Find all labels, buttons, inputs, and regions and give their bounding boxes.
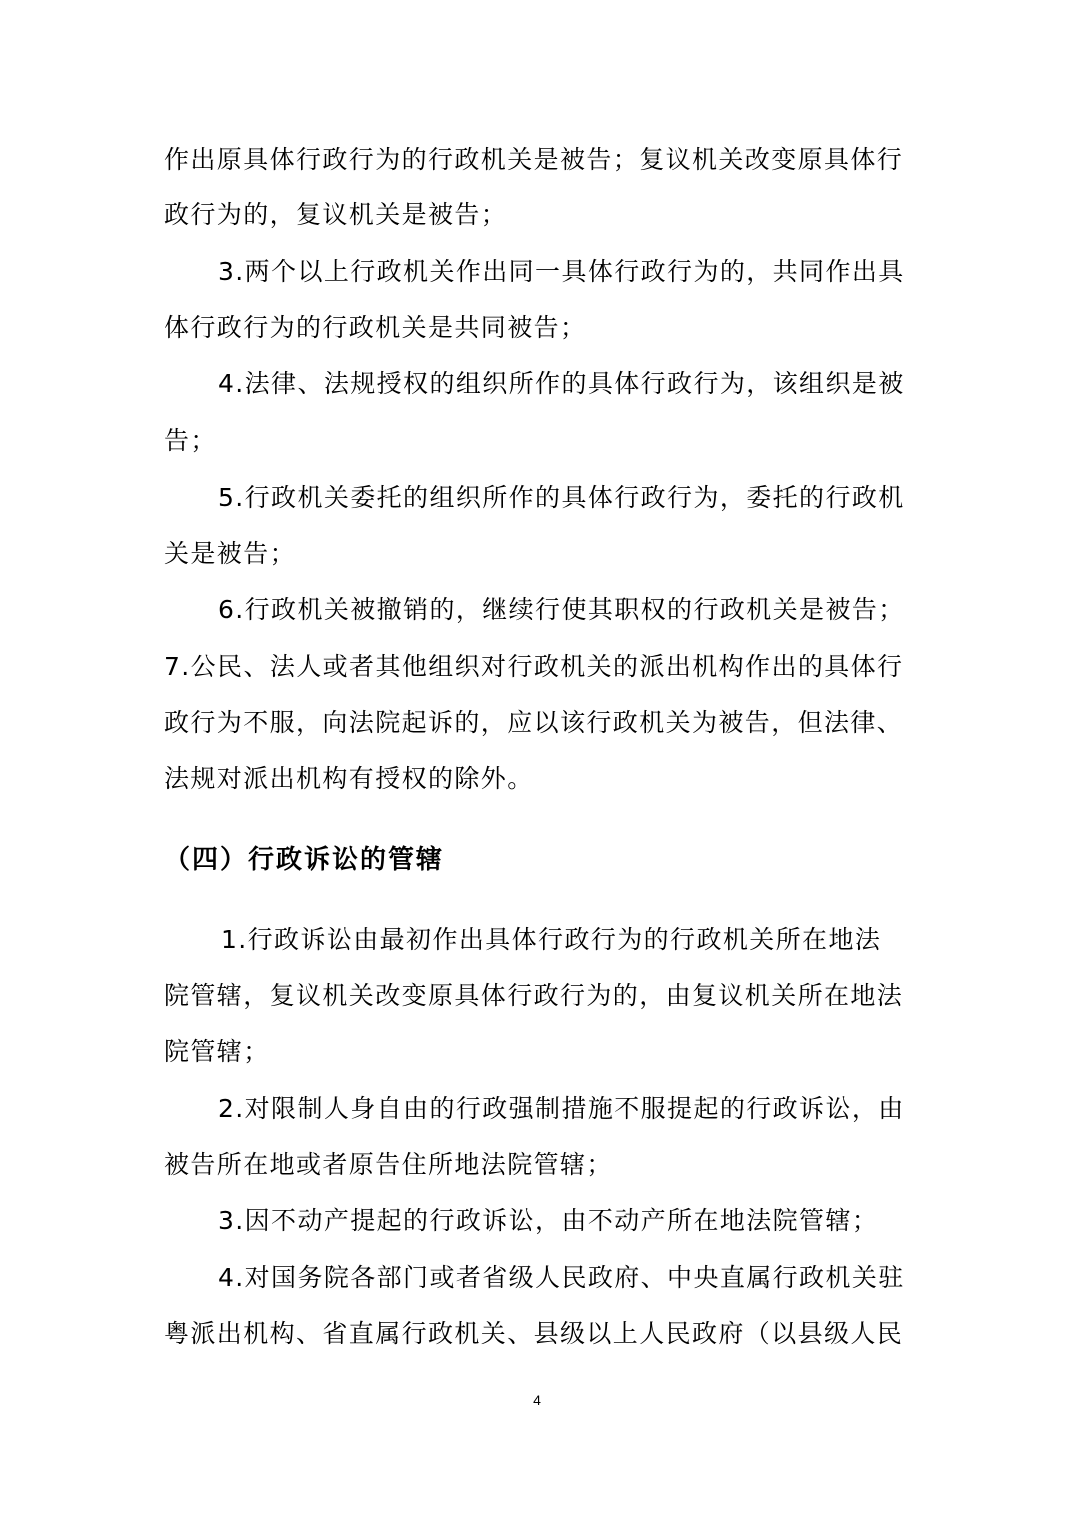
text-line: 作出原具体行政行为的行政机关是被告；复议机关改变原具体行: [164, 145, 904, 174]
text-line: 4.对国务院各部门或者省级人民政府、中央直属行政机关驻: [218, 1263, 905, 1292]
section-heading: （四）行政诉讼的管辖: [164, 845, 445, 875]
text-line: 政行为不服，向法院起诉的，应以该行政机关为被告，但法律、: [164, 708, 904, 737]
text-line: 5.行政机关委托的组织所作的具体行政行为，委托的行政机: [218, 483, 905, 512]
text-line: 1.行政诉讼由最初作出具体行政行为的行政机关所在地法: [221, 925, 882, 954]
text-line: 2.对限制人身自由的行政强制措施不服提起的行政诉讼，由: [218, 1094, 905, 1123]
text-line: 7.公民、法人或者其他组织对行政机关的派出机构作出的具体行: [164, 652, 904, 681]
text-line: 粤派出机构、省直属行政机关、县级以上人民政府（以县级人民: [164, 1319, 904, 1348]
text-line: 关是被告；: [164, 539, 297, 568]
text-line: 4.法律、法规授权的组织所作的具体行政行为，该组织是被: [218, 369, 905, 398]
text-line: 体行政行为的行政机关是共同被告；: [164, 313, 587, 342]
text-line: 院管辖，复议机关改变原具体行政行为的，由复议机关所在地法: [164, 981, 904, 1010]
text-line: 6.行政机关被撤销的，继续行使其职权的行政机关是被告；: [218, 595, 905, 624]
text-line: 院管辖；: [164, 1037, 270, 1066]
text-line: 3.因不动产提起的行政诉讼，由不动产所在地法院管辖；: [218, 1206, 879, 1235]
text-line: 法规对派出机构有授权的除外。: [164, 764, 534, 793]
text-line: 告；: [164, 426, 217, 455]
text-line: 3.两个以上行政机关作出同一具体行政行为的，共同作出具: [218, 257, 905, 286]
text-line: 政行为的，复议机关是被告；: [164, 200, 508, 229]
text-line: 被告所在地或者原告住所地法院管辖；: [164, 1150, 613, 1179]
page-number: 4: [533, 1392, 541, 1408]
